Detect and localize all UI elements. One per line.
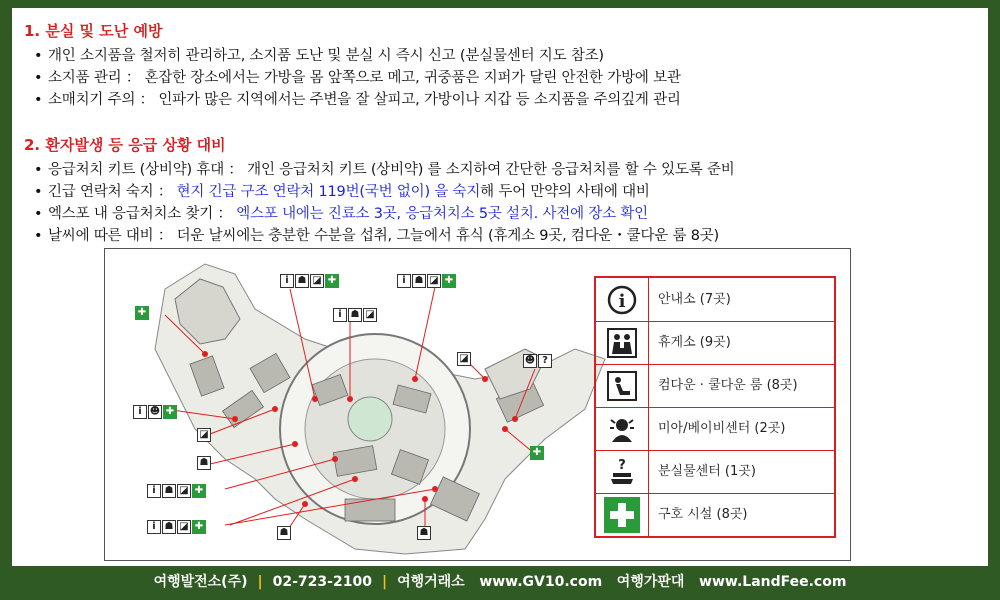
lost-and-found-icon: ? — [538, 354, 552, 368]
map-marker-group — [147, 519, 207, 534]
calm-down-room-icon: ◪ — [177, 520, 191, 534]
legend-row — [596, 493, 834, 536]
rest-area-icon: ☗ — [162, 484, 176, 498]
item-text: 소매치기 주의 ： 인파가 많은 지역에서는 주변을 잘 살피고, 가방이나 지갑 등 소지품을 주의깊게 관리 — [48, 92, 681, 108]
bullet-item — [34, 224, 719, 245]
rest-area-icon: ☗ — [197, 456, 211, 470]
content-panel — [12, 8, 988, 566]
rest-area-icon: ☗ — [277, 526, 291, 540]
footer-link-2[interactable]: www.LandFee.com — [699, 574, 847, 590]
item-text: 날씨에 따른 대비 ： 더운 날씨에는 충분한 수분을 섭취, 그늘에서 휴식 (휴게소 9곳, 컴다운・쿨다운 룸 8곳) — [48, 228, 719, 244]
legend-label: 분실물센터 (1곳) — [658, 464, 756, 479]
bullet-item — [34, 66, 681, 87]
rest-area-icon: ☗ — [162, 520, 176, 534]
legend-row — [596, 364, 834, 408]
bullet-item — [34, 158, 735, 179]
section-title: 1. 분실 및 도난 예방 — [24, 22, 163, 40]
bullet-dot: • — [34, 184, 43, 200]
svg-text:?: ? — [618, 457, 626, 473]
info-icon: i — [147, 484, 161, 498]
info-icon: i — [147, 520, 161, 534]
first-aid-icon: ✚ — [192, 484, 206, 498]
info-icon: i — [333, 308, 347, 322]
svg-text:i: i — [618, 290, 626, 312]
legend-label: 안내소 (7곳) — [658, 292, 731, 307]
map-marker-group — [417, 525, 432, 540]
first-aid-icon: ✚ — [325, 274, 339, 288]
lost-and-found-icon — [596, 450, 649, 493]
bullet-dot: • — [34, 228, 43, 244]
info-icon: i — [397, 274, 411, 288]
footer-brand-2: 여행가판대 — [616, 574, 685, 590]
map-marker-group — [333, 307, 378, 322]
highlight-text: 엑스포 내에는 진료소 3곳, 응급처치소 5곳 설치. 사전에 장소 확인 — [236, 206, 648, 222]
lost-child-icon: ☻ — [524, 354, 536, 366]
rest-area-icon — [596, 321, 649, 364]
footer-separator: | — [381, 574, 388, 590]
map-marker-group — [280, 273, 340, 288]
footer-brand-1: 여행거래소 — [397, 574, 465, 590]
map-marker-group — [397, 273, 457, 288]
info-icon: i — [280, 274, 294, 288]
legend-label: 미아/베이비센터 (2곳) — [658, 421, 786, 436]
calm-down-room-icon: ◪ — [177, 484, 191, 498]
bullet-dot: • — [34, 206, 43, 222]
footer-separator: | — [257, 574, 263, 590]
bullet-dot: • — [34, 162, 43, 178]
bullet-dot: • — [34, 92, 43, 108]
bullet-item — [34, 202, 648, 223]
legend-row — [596, 278, 834, 322]
rest-area-icon: ☗ — [412, 274, 426, 288]
legend-row — [596, 450, 834, 494]
bullet-item — [34, 44, 604, 65]
bullet-item — [34, 180, 650, 201]
map-legend — [594, 276, 836, 538]
item-text: 개인 소지품을 철저히 관리하고, 소지품 도난 및 분실 시 즉시 신고 (분실물센터 지도 참조) — [48, 48, 604, 64]
calm-down-room-icon: ◪ — [197, 428, 211, 442]
section-title: 2. 환자발생 등 응급 상황 대비 — [24, 136, 226, 154]
map-marker-group — [133, 404, 178, 419]
map-marker-group — [197, 455, 212, 470]
legend-label: 컴다운 · 쿨다운 룸 (8곳) — [658, 378, 798, 393]
map-marker-group — [457, 351, 472, 366]
first-aid-icon: ✚ — [163, 405, 177, 419]
footer-company: 여행발전소(주) — [153, 574, 248, 590]
first-aid-icon — [596, 493, 649, 536]
map-marker-group — [530, 445, 545, 460]
footer-phone: 02-723-2100 — [272, 574, 372, 590]
rest-area-icon: ☗ — [348, 308, 362, 322]
item-text: 소지품 관리 ： 혼잡한 장소에서는 가방을 몸 앞쪽으로 메고, 귀중품은 지퍼가 달린 안전한 가방에 보관 — [48, 70, 681, 86]
rest-area-icon: ☗ — [417, 526, 431, 540]
item-text: 응급처치 키트 (상비약) 휴대 ： 개인 응급처치 키트 (상비약) 를 소지하여 간단한 응급처치를 할 수 있도록 준비 — [48, 162, 735, 178]
calm-down-room-icon: ◪ — [427, 274, 441, 288]
lost-child-icon — [596, 407, 649, 450]
bullet-dot: • — [34, 48, 43, 64]
first-aid-icon: ✚ — [530, 446, 544, 460]
highlight-text: 현지 긴급 구조 연락처 119번(국번 없이) 을 숙지 — [176, 184, 481, 200]
first-aid-icon: ✚ — [135, 306, 149, 320]
footer — [0, 568, 1000, 600]
map-marker-group — [277, 525, 292, 540]
bullet-dot: • — [34, 70, 43, 86]
first-aid-icon: ✚ — [442, 274, 456, 288]
footer-link-1[interactable]: www.GV10.com — [479, 574, 603, 590]
legend-row — [596, 321, 834, 365]
map-marker-group — [135, 305, 150, 320]
map-marker-group — [523, 353, 553, 368]
item-text: 긴급 연락처 숙지 ： — [48, 184, 177, 200]
map-marker-group — [147, 483, 207, 498]
calm-down-room-icon: ◪ — [457, 352, 471, 366]
map-marker-group — [197, 427, 212, 442]
legend-row — [596, 407, 834, 451]
legend-label: 휴게소 (9곳) — [658, 335, 731, 350]
rest-area-icon: ☗ — [295, 274, 309, 288]
item-text: 해 두어 만약의 사태에 대비 — [480, 184, 650, 200]
calm-down-room-icon: ◪ — [363, 308, 377, 322]
legend-label: 구호 시설 (8곳) — [658, 507, 748, 522]
lost-child-icon: ☻ — [149, 405, 161, 417]
calm-down-room-icon: ◪ — [310, 274, 324, 288]
info-icon — [596, 278, 649, 321]
item-text: 엑스포 내 응급처치소 찾기 ： — [48, 206, 237, 222]
first-aid-icon: ✚ — [192, 520, 206, 534]
info-icon: i — [133, 405, 147, 419]
bullet-item — [34, 88, 681, 109]
calm-down-room-icon — [596, 364, 649, 407]
